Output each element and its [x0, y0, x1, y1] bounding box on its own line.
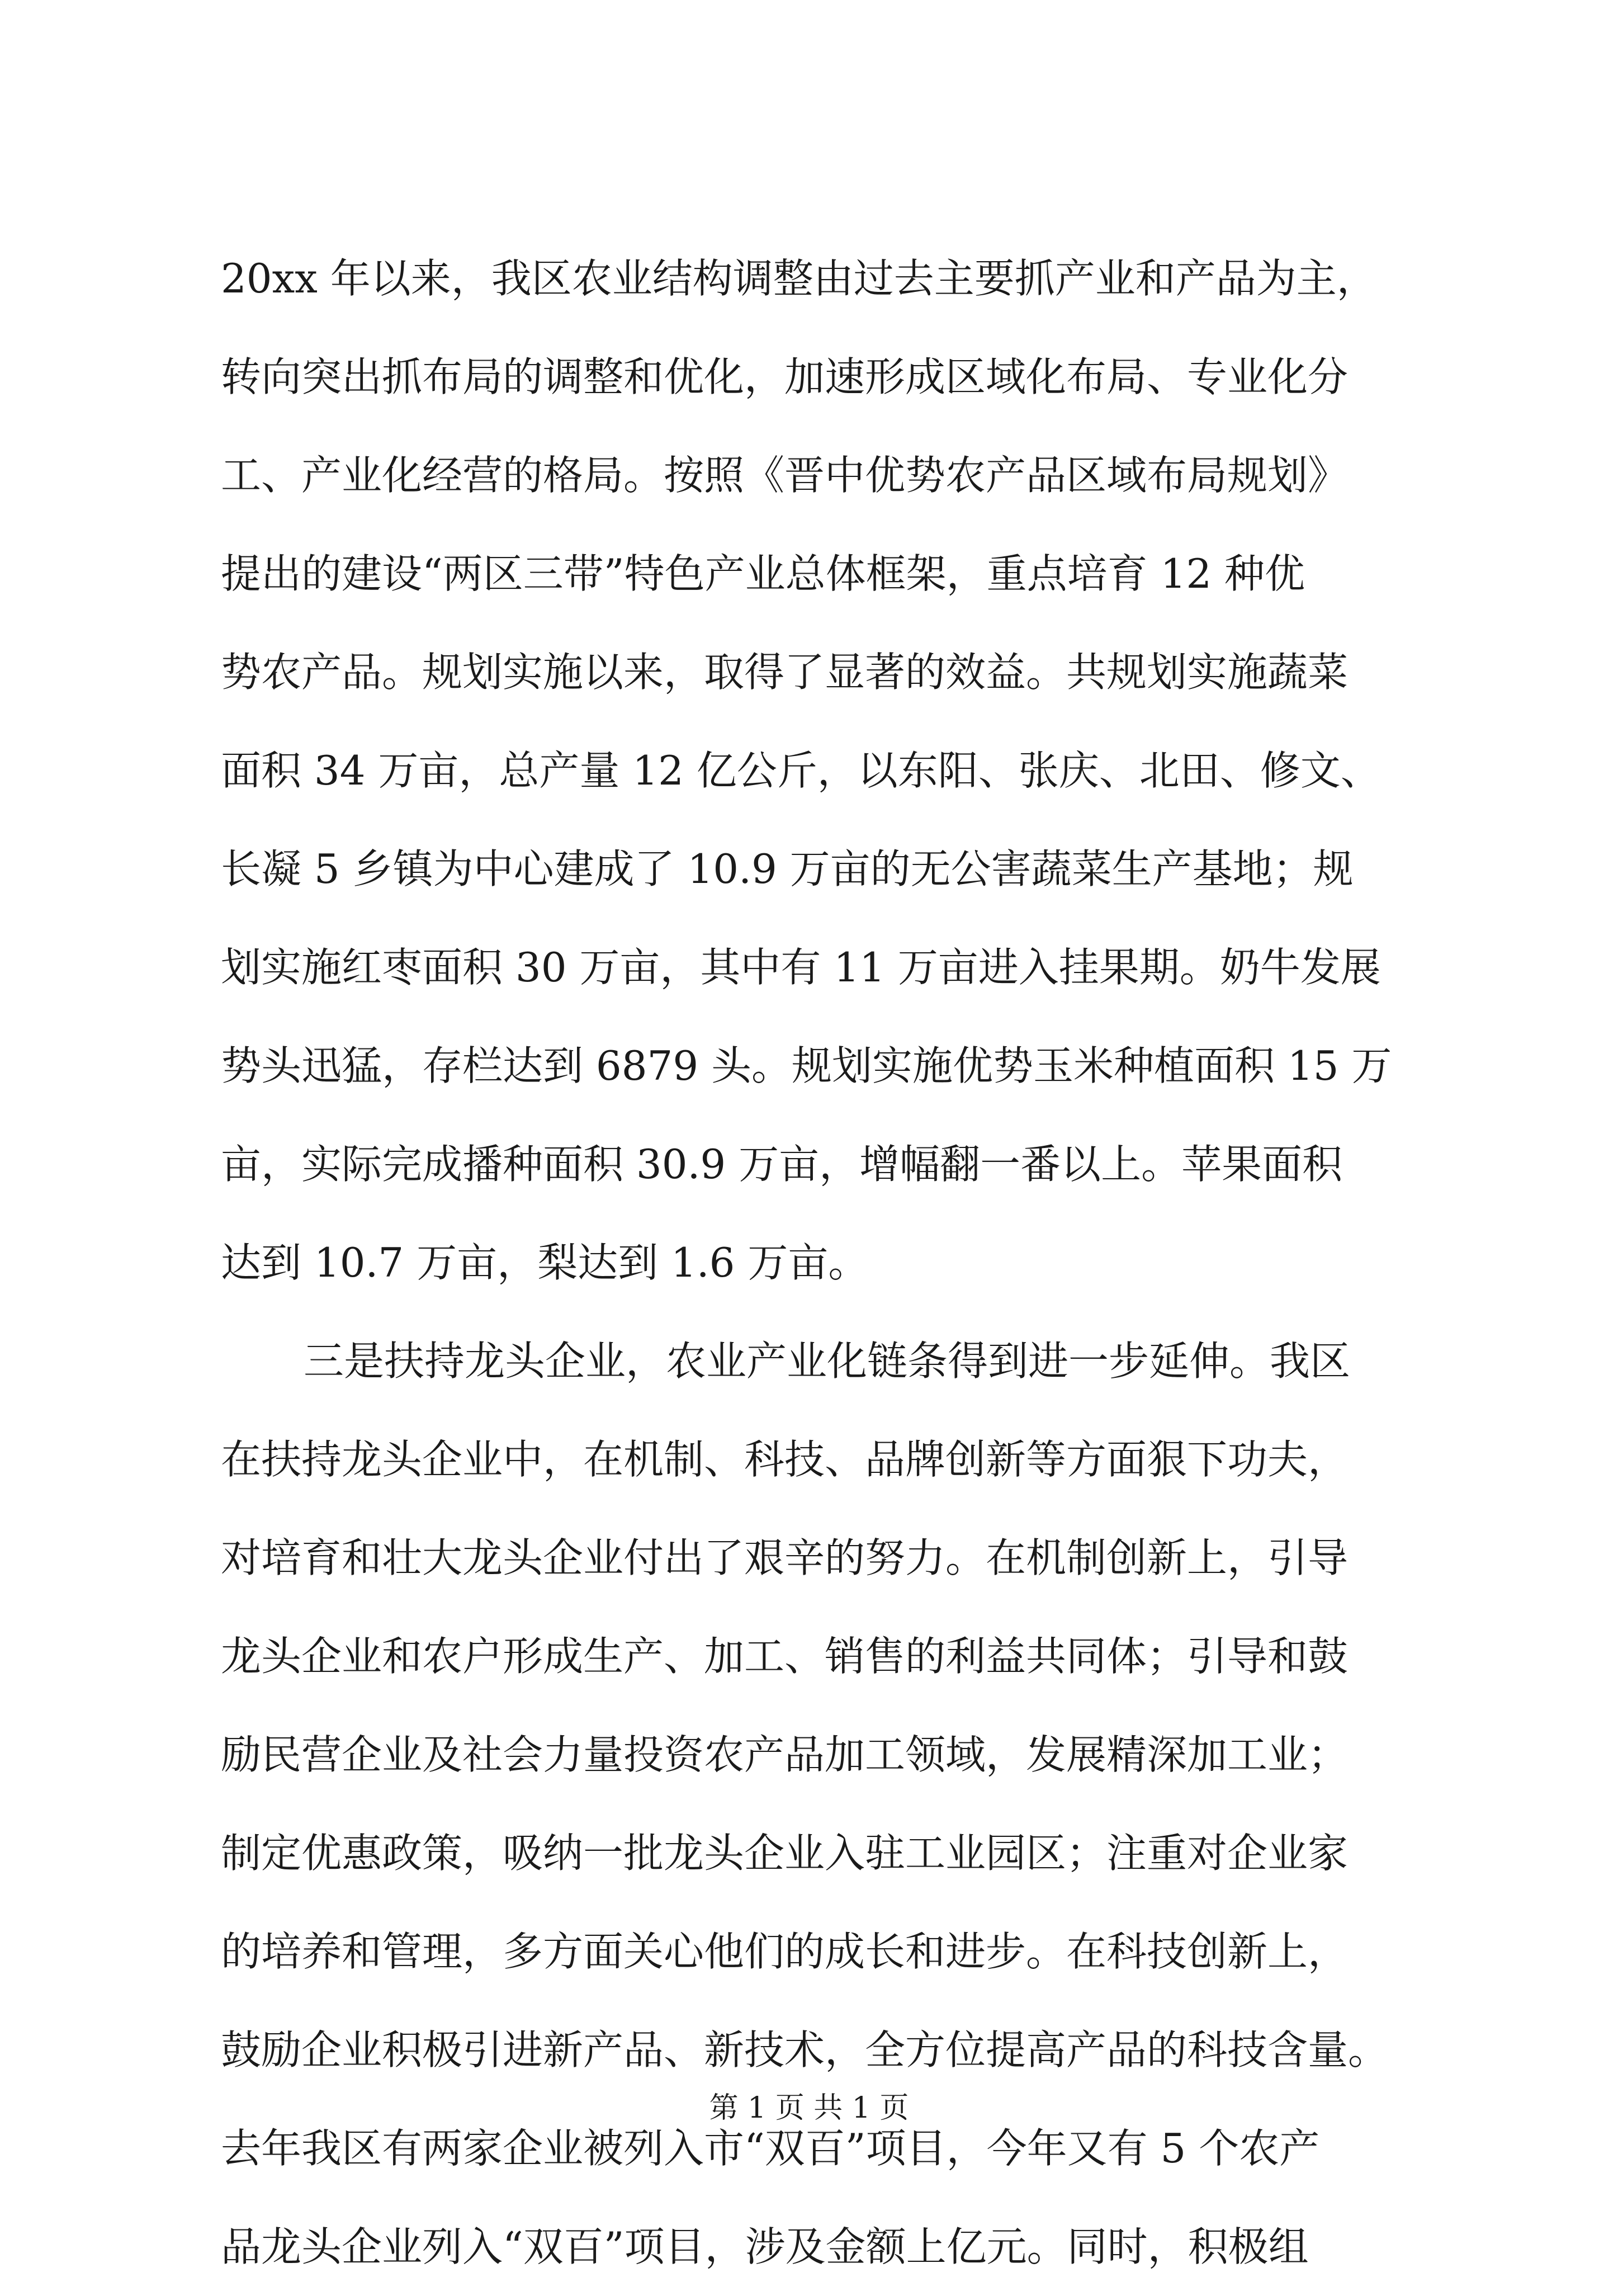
text-line: 龙头企业和农户形成生产、加工、销售的利益共同体；引导和鼓	[221, 1633, 1349, 1680]
text-line: 20xx 年以来，我区农业结构调整由过去主要抓产业和产品为主，	[221, 255, 1377, 302]
document-body	[221, 229, 1412, 2296]
text-line: 制定优惠政策，吸纳一批龙头企业入驻工业园区；注重对企业家	[221, 1830, 1349, 1877]
text-line: 势农产品。规划实施以来，取得了显著的效益。共规划实施蔬菜	[221, 649, 1349, 696]
page-footer	[0, 2086, 1618, 2130]
text-line: 励民营企业及社会力量投资农产品加工领域，发展精深加工业；	[221, 1731, 1349, 1778]
text-line: 长凝 5 乡镇为中心建成了 10.9 万亩的无公害蔬菜生产基地；规	[221, 845, 1354, 892]
text-line: 转向突出抓布局的调整和优化，加速形成区域化布局、专业化分	[221, 353, 1349, 400]
text-line: 势头迅猛，存栏达到 6879 头。规划实施优势玉米种植面积 15 万	[221, 1042, 1392, 1089]
text-line: 在扶持龙头企业中，在机制、科技、品牌创新等方面狠下功夫，	[221, 1436, 1349, 1483]
text-line: 去年我区有两家企业被列入市“双百”项目，今年又有 5 个农产	[221, 2125, 1320, 2172]
page-indicator: 第 1 页 共 1 页	[709, 2091, 909, 2125]
text-line: 对培育和壮大龙头企业付出了艰辛的努力。在机制创新上，引导	[221, 1534, 1349, 1581]
text-line: 的培养和管理，多方面关心他们的成长和进步。在科技创新上，	[221, 1928, 1349, 1975]
text-line: 三是扶持龙头企业，农业产业化链条得到进一步延伸。我区	[304, 1338, 1351, 1385]
text-line: 品龙头企业列入“双百”项目，涉及金额上亿元。同时，积极组	[221, 2223, 1309, 2270]
text-line: 达到 10.7 万亩，梨达到 1.6 万亩。	[221, 1239, 869, 1286]
text-line: 亩，实际完成播种面积 30.9 万亩，增幅翻一番以上。苹果面积	[221, 1141, 1343, 1188]
paragraph-block	[221, 229, 1412, 2296]
text-line: 鼓励企业积极引进新产品、新技术，全方位提高产品的科技含量。	[221, 2026, 1389, 2073]
text-line: 面积 34 万亩，总产量 12 亿公斤，以东阳、张庆、北田、修文、	[221, 747, 1381, 794]
text-line: 划实施红枣面积 30 万亩，其中有 11 万亩进入挂果期。奶牛发展	[221, 944, 1381, 991]
text-line: 工、产业化经营的格局。按照《晋中优势农产品区域布局规划》	[221, 452, 1349, 499]
text-line: 提出的建设“两区三带”特色产业总体框架，重点培育 12 种优	[221, 550, 1305, 597]
